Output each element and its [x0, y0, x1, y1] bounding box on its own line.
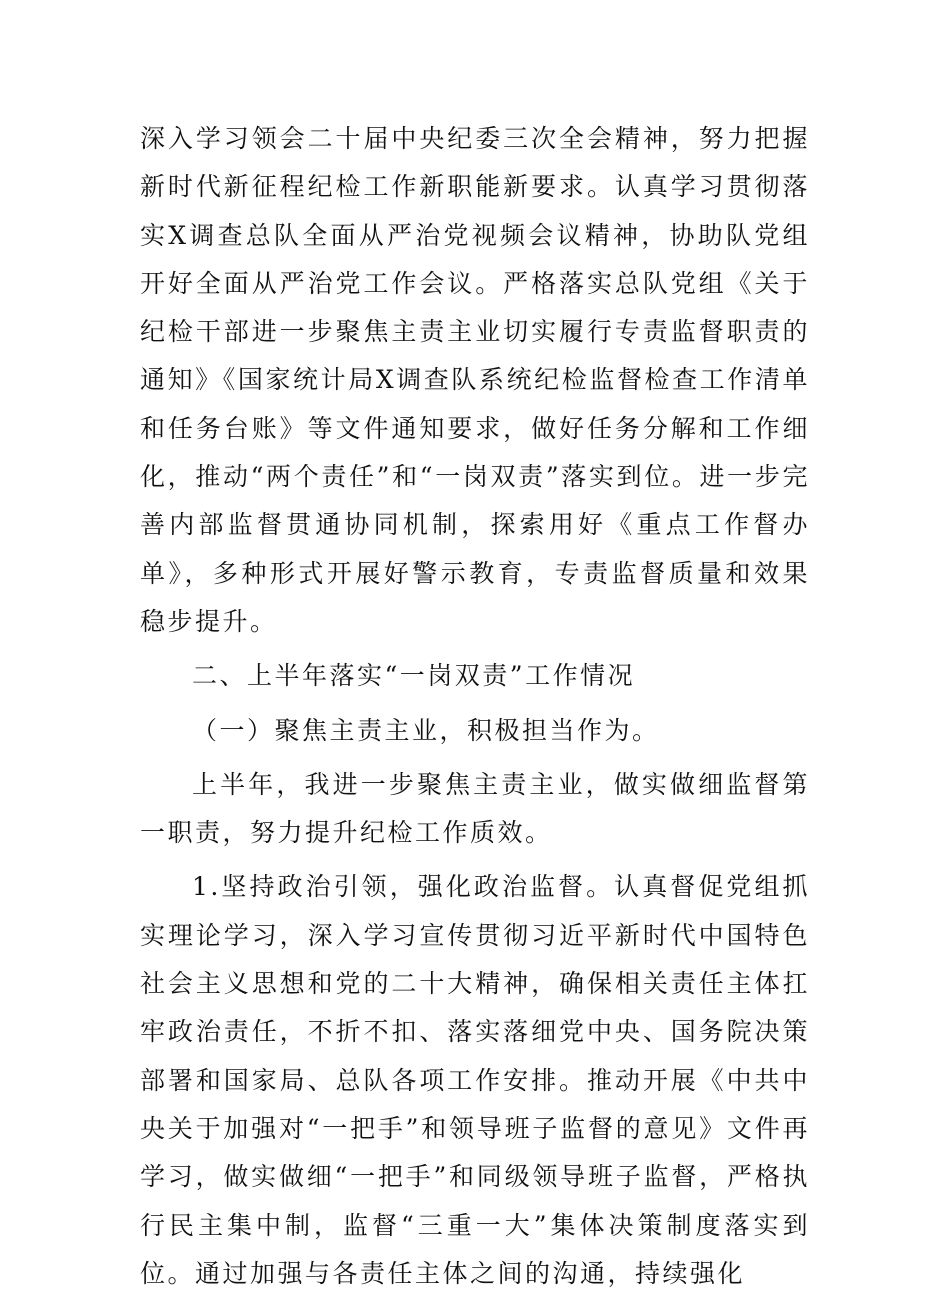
paragraph-continuation: 深入学习领会二十届中央纪委三次全会精神，努力把握新时代新征程纪检工作新职能新要求。认真学习贯彻落实X调查总队全面从严治党视频会议精神，协助队党组开好全面从严治党工作会议。严格落实总队党组《关于纪检干部进一步聚焦主责主业切实履行专责监督职责的通知》《国家统计局X调查队系统纪检监督检查工作清单和任务台账》等文件通知要求，做好任务分解和工作细化，推动“两个责任”和“一岗双责”落实到位。进一步完善内部监督贯通协同机制，探索用好《重点工作督办单》，多种形式开展好警示教育，专责监督质量和效果稳步提升。 — [140, 124, 810, 636]
paragraph-intro: 上半年，我进一步聚焦主责主业，做实做细监督第一职责，努力提升纪检工作质效。 — [140, 769, 810, 848]
document-body — [140, 115, 810, 1298]
section-heading: 二、上半年落实“一岗双责”工作情况 — [192, 661, 636, 691]
subsection-heading: （一）聚焦主责主业，积极担当作为。 — [192, 715, 660, 745]
paragraph-item-1: 1.坚持政治引领，强化政治监督。认真督促党组抓实理论学习，深入学习宣传贯彻习近平新时代中国特色社会主义思想和党的二十大精神，确保相关责任主体扛牢政治责任，不折不扣、落实落细党中央、国务院决策部署和国家局、总队各项工作安排。推动开展《中共中央关于加强对“一把手”和领导班子监督的意见》文件再学习，做实做细“一把手”和同级领导班子监督，严格执行民主集中制，监督“三重一大”集体决策制度落实到位。通过加强与各责任主体之间的沟通，持续强化 — [140, 872, 810, 1288]
